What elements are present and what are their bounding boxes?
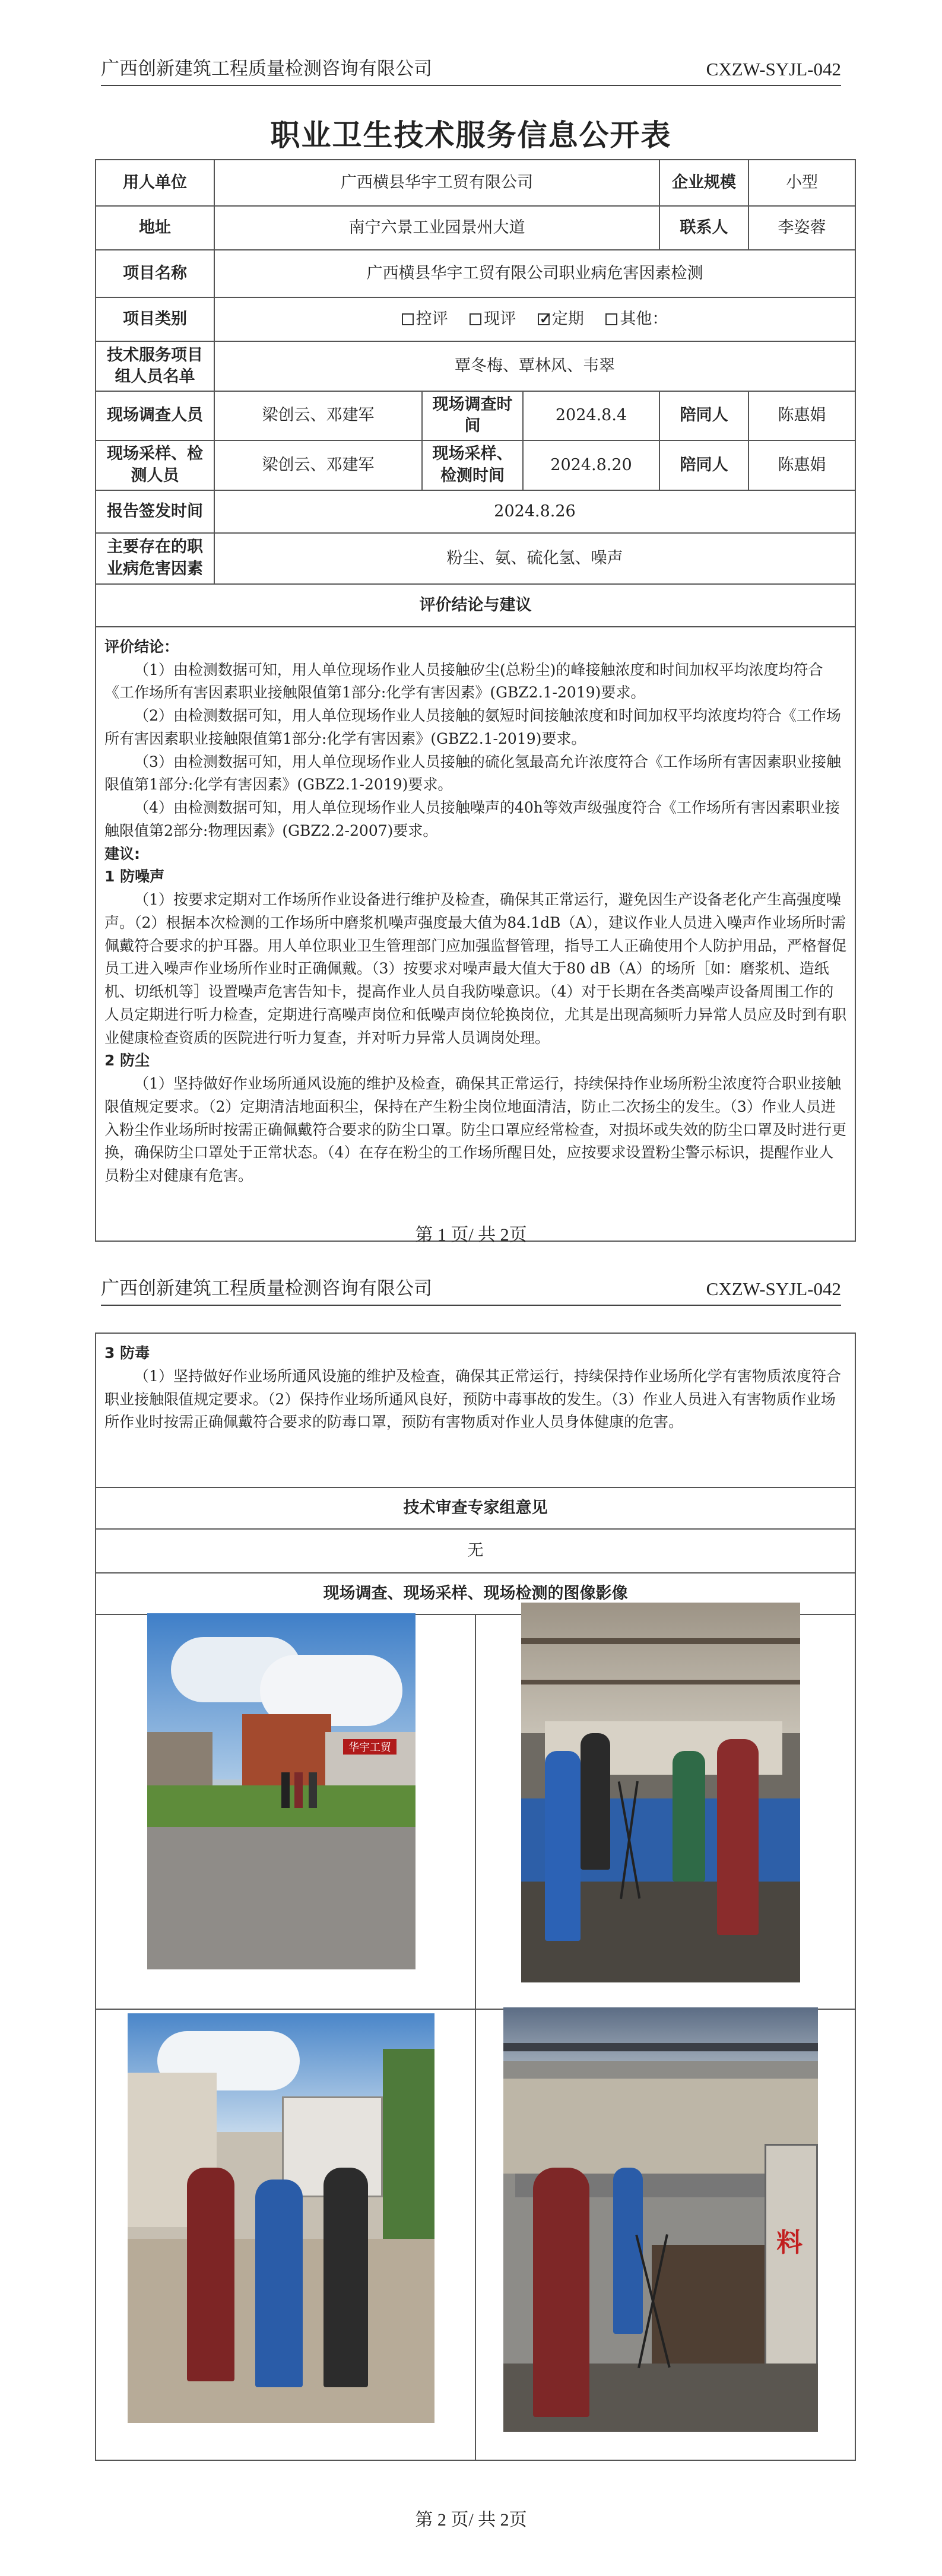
dust-advice: （1）坚持做好作业场所通风设施的维护及检查，确保其正常运行，持续保持作业场所粉尘浓度符合职业接触限值规定要求。（2）定期清洁地面积尘，保持在产生粉尘岗位地面清洁，防止二次扬尘的发生。（3）作业人员进入粉尘作业场所时按需正确佩戴符合要求的防尘口罩。防尘口罩应经常检查，对损坏或失效的防尘口罩及时进行更换，确保防尘口罩处于正常状态。（4）在存在粉尘的工作场所醒目处，应按要求设置粉尘警示标识，提醒作业人员粉尘对健康有危害。 bbox=[104, 1075, 847, 1185]
worker-figure bbox=[581, 1733, 610, 1870]
employer-label: 用人单位 bbox=[96, 160, 214, 206]
photo-machinery-measurement bbox=[503, 2007, 818, 2432]
document-code: CXZW-SYJL-042 bbox=[706, 59, 841, 80]
hazards-value: 粉尘、氨、硫化氢、噪声 bbox=[214, 533, 855, 584]
worker-figure bbox=[717, 1739, 759, 1935]
option-other: 其他： bbox=[620, 309, 668, 328]
checkbox-kongping[interactable] bbox=[402, 313, 414, 325]
page-1 bbox=[0, 0, 942, 1264]
team-label: 技术服务项目组人员名单 bbox=[96, 341, 214, 391]
info-table bbox=[95, 159, 856, 1242]
worker-figure bbox=[545, 1751, 581, 1941]
box-label: 料 bbox=[776, 2228, 803, 2258]
conclusion-block bbox=[96, 627, 855, 1241]
document-code-2: CXZW-SYJL-042 bbox=[706, 1279, 841, 1299]
option-dingqi: 定期 bbox=[551, 309, 584, 328]
page-footer-2: 第 2 页/ 共 2页 bbox=[415, 2510, 527, 2530]
escort-label: 陪同人 bbox=[659, 391, 748, 440]
project-type-label: 项目类别 bbox=[96, 297, 214, 341]
photo-site-entrance bbox=[147, 1613, 416, 1969]
person-figure bbox=[309, 1772, 317, 1808]
conclusion-item-4: （4）由检测数据可知，用人单位现场作业人员接触噪声的40h等效声级强度符合《工作场所有害因素职业接触限值第2部分:物理因素》(GBZ2.2-2007)要求。 bbox=[104, 799, 840, 839]
poison-block bbox=[96, 1333, 855, 1487]
dust-heading: 2 防尘 bbox=[104, 1052, 150, 1070]
advice-heading: 建议: bbox=[104, 845, 140, 862]
page-footer-1: 第 1 页/ 共 2页 bbox=[415, 1225, 527, 1245]
conclusion-section-title: 评价结论与建议 bbox=[96, 584, 855, 627]
address-label: 地址 bbox=[96, 206, 214, 250]
conclusion-item-2: （2）由检测数据可知，用人单位现场作业人员接触的氨短时间接触浓度和时间加权平均浓度均符合《工作场所有害因素职业接触限值第1部分:化学有害因素》(GBZ2.1-2019)要求。 bbox=[104, 707, 841, 747]
photo-factory-interior bbox=[521, 1603, 800, 1982]
team-value: 覃冬梅、覃林风、韦翠 bbox=[214, 341, 855, 391]
checkbox-other[interactable] bbox=[605, 313, 617, 325]
worker-figure bbox=[255, 2180, 303, 2387]
worker-figure bbox=[533, 2168, 589, 2417]
page-header bbox=[101, 56, 841, 86]
scale-label: 企业规模 bbox=[659, 160, 748, 206]
contact-value: 李姿蓉 bbox=[748, 206, 855, 250]
employer-value: 广西横县华宇工贸有限公司 bbox=[214, 160, 659, 206]
escort-value-2: 陈惠娟 bbox=[748, 440, 855, 490]
option-xianping: 现评 bbox=[484, 309, 516, 328]
expert-opinion: 无 bbox=[96, 1529, 855, 1573]
worker-figure bbox=[323, 2168, 368, 2387]
escort-label-2: 陪同人 bbox=[659, 440, 748, 490]
project-name-label: 项目名称 bbox=[96, 250, 214, 297]
poison-heading: 3 防毒 bbox=[104, 1344, 150, 1362]
option-kongping: 控评 bbox=[416, 309, 448, 328]
checkbox-xianping[interactable] bbox=[470, 313, 481, 325]
company-name: 广西创新建筑工程质量检测咨询有限公司 bbox=[101, 58, 432, 79]
project-type-options bbox=[214, 297, 855, 341]
worker-figure bbox=[187, 2168, 234, 2381]
survey-time-label: 现场调查时间 bbox=[422, 391, 523, 440]
worker-figure bbox=[673, 1751, 705, 1882]
scale-value: 小型 bbox=[748, 160, 855, 206]
conclusion-item-1: （1）由检测数据可知，用人单位现场作业人员接触矽尘(总粉尘)的峰接触浓度和时间加权平均浓度均符合《工作场所有害因素职业接触限值第1部分:化学有害因素》(GBZ2.1-2019)要求。 bbox=[104, 661, 823, 702]
page-header-2 bbox=[101, 1276, 841, 1306]
images-section-title: 现场调查、现场采样、现场检测的图像影像 bbox=[96, 1573, 855, 1614]
document-title: 职业卫生技术服务信息公开表 bbox=[270, 118, 672, 153]
survey-staff-label: 现场调查人员 bbox=[96, 391, 214, 440]
project-name-value: 广西横县华宇工贸有限公司职业病危害因素检测 bbox=[214, 250, 855, 297]
person-figure bbox=[294, 1772, 303, 1808]
address-value: 南宁六景工业园景州大道 bbox=[214, 206, 659, 250]
sampling-staff-value: 梁创云、邓建军 bbox=[214, 440, 422, 490]
hazards-label: 主要存在的职业病危害因素 bbox=[96, 533, 214, 584]
conclusion-heading: 评价结论： bbox=[104, 637, 179, 655]
worker-figure bbox=[613, 2168, 643, 2334]
sampling-time-label: 现场采样、检测时间 bbox=[422, 440, 523, 490]
report-date-label: 报告签发时间 bbox=[96, 490, 214, 533]
page-2 bbox=[0, 1276, 942, 2576]
company-sign: 华宇工贸 bbox=[343, 1739, 397, 1755]
noise-heading: 1 防噪声 bbox=[104, 868, 165, 886]
contact-label: 联系人 bbox=[659, 206, 748, 250]
expert-section-title: 技术审查专家组意见 bbox=[96, 1487, 855, 1529]
photo-outdoor-workers bbox=[128, 2013, 434, 2423]
poison-advice: （1）坚持做好作业场所通风设施的维护及检查，确保其正常运行，持续保持作业场所化学有害物质浓度符合职业接触限值规定要求。（2）保持作业场所通风良好，预防中毒事故的发生。（3）作业人员进入有害物质作业场所作业时按需正确佩戴符合要求的防毒口罩，预防有害物质对作业人员身体健康的危害。 bbox=[104, 1367, 841, 1431]
report-date-value: 2024.8.26 bbox=[214, 490, 855, 533]
escort-value: 陈惠娟 bbox=[748, 391, 855, 440]
noise-advice: （1）按要求定期对工作场所作业设备进行维护及检查，确保其正常运行，避免因生产设备老化产生高强度噪声。（2）根据本次检测的工作场所中磨浆机噪声强度最大值为84.1dB（A），建议作业人员进入噪声作业场所时需佩戴符合要求的护耳器。用人单位职业卫生管理部门应加强监督管理，指导工人正确使用个人防护用品，严格督促员工进入噪声作业场所作业时正确佩戴。（3）按要求对噪声最大值大于80 dB（A）的场所［如：磨浆机、造纸机、切纸机等］设置噪声危害告知卡，提高作业人员自我防噪意识。（4）对于长期在各类高噪声设备周围工作的人员定期进行听力检查，定期进行高噪声岗位和低噪声岗位轮换岗位，尤其是出现高频听力异常人员应及时到有职业健康检查资质的医院进行听力复查，并对听力异常人员调岗处理。 bbox=[104, 891, 847, 1046]
person-figure bbox=[281, 1772, 290, 1808]
conclusion-item-3: （3）由检测数据可知，用人单位现场作业人员接触的硫化氢最高允许浓度符合《工作场所有害因素职业接触限值第1部分:化学有害因素》(GBZ2.1-2019)要求。 bbox=[104, 753, 841, 794]
checkbox-dingqi-checked[interactable] bbox=[538, 313, 550, 325]
survey-staff-value: 梁创云、邓建军 bbox=[214, 391, 422, 440]
survey-time-value: 2024.8.4 bbox=[523, 391, 659, 440]
company-name-2: 广西创新建筑工程质量检测咨询有限公司 bbox=[101, 1278, 432, 1299]
sampling-time-value: 2024.8.20 bbox=[523, 440, 659, 490]
sampling-staff-label: 现场采样、检测人员 bbox=[96, 440, 214, 490]
